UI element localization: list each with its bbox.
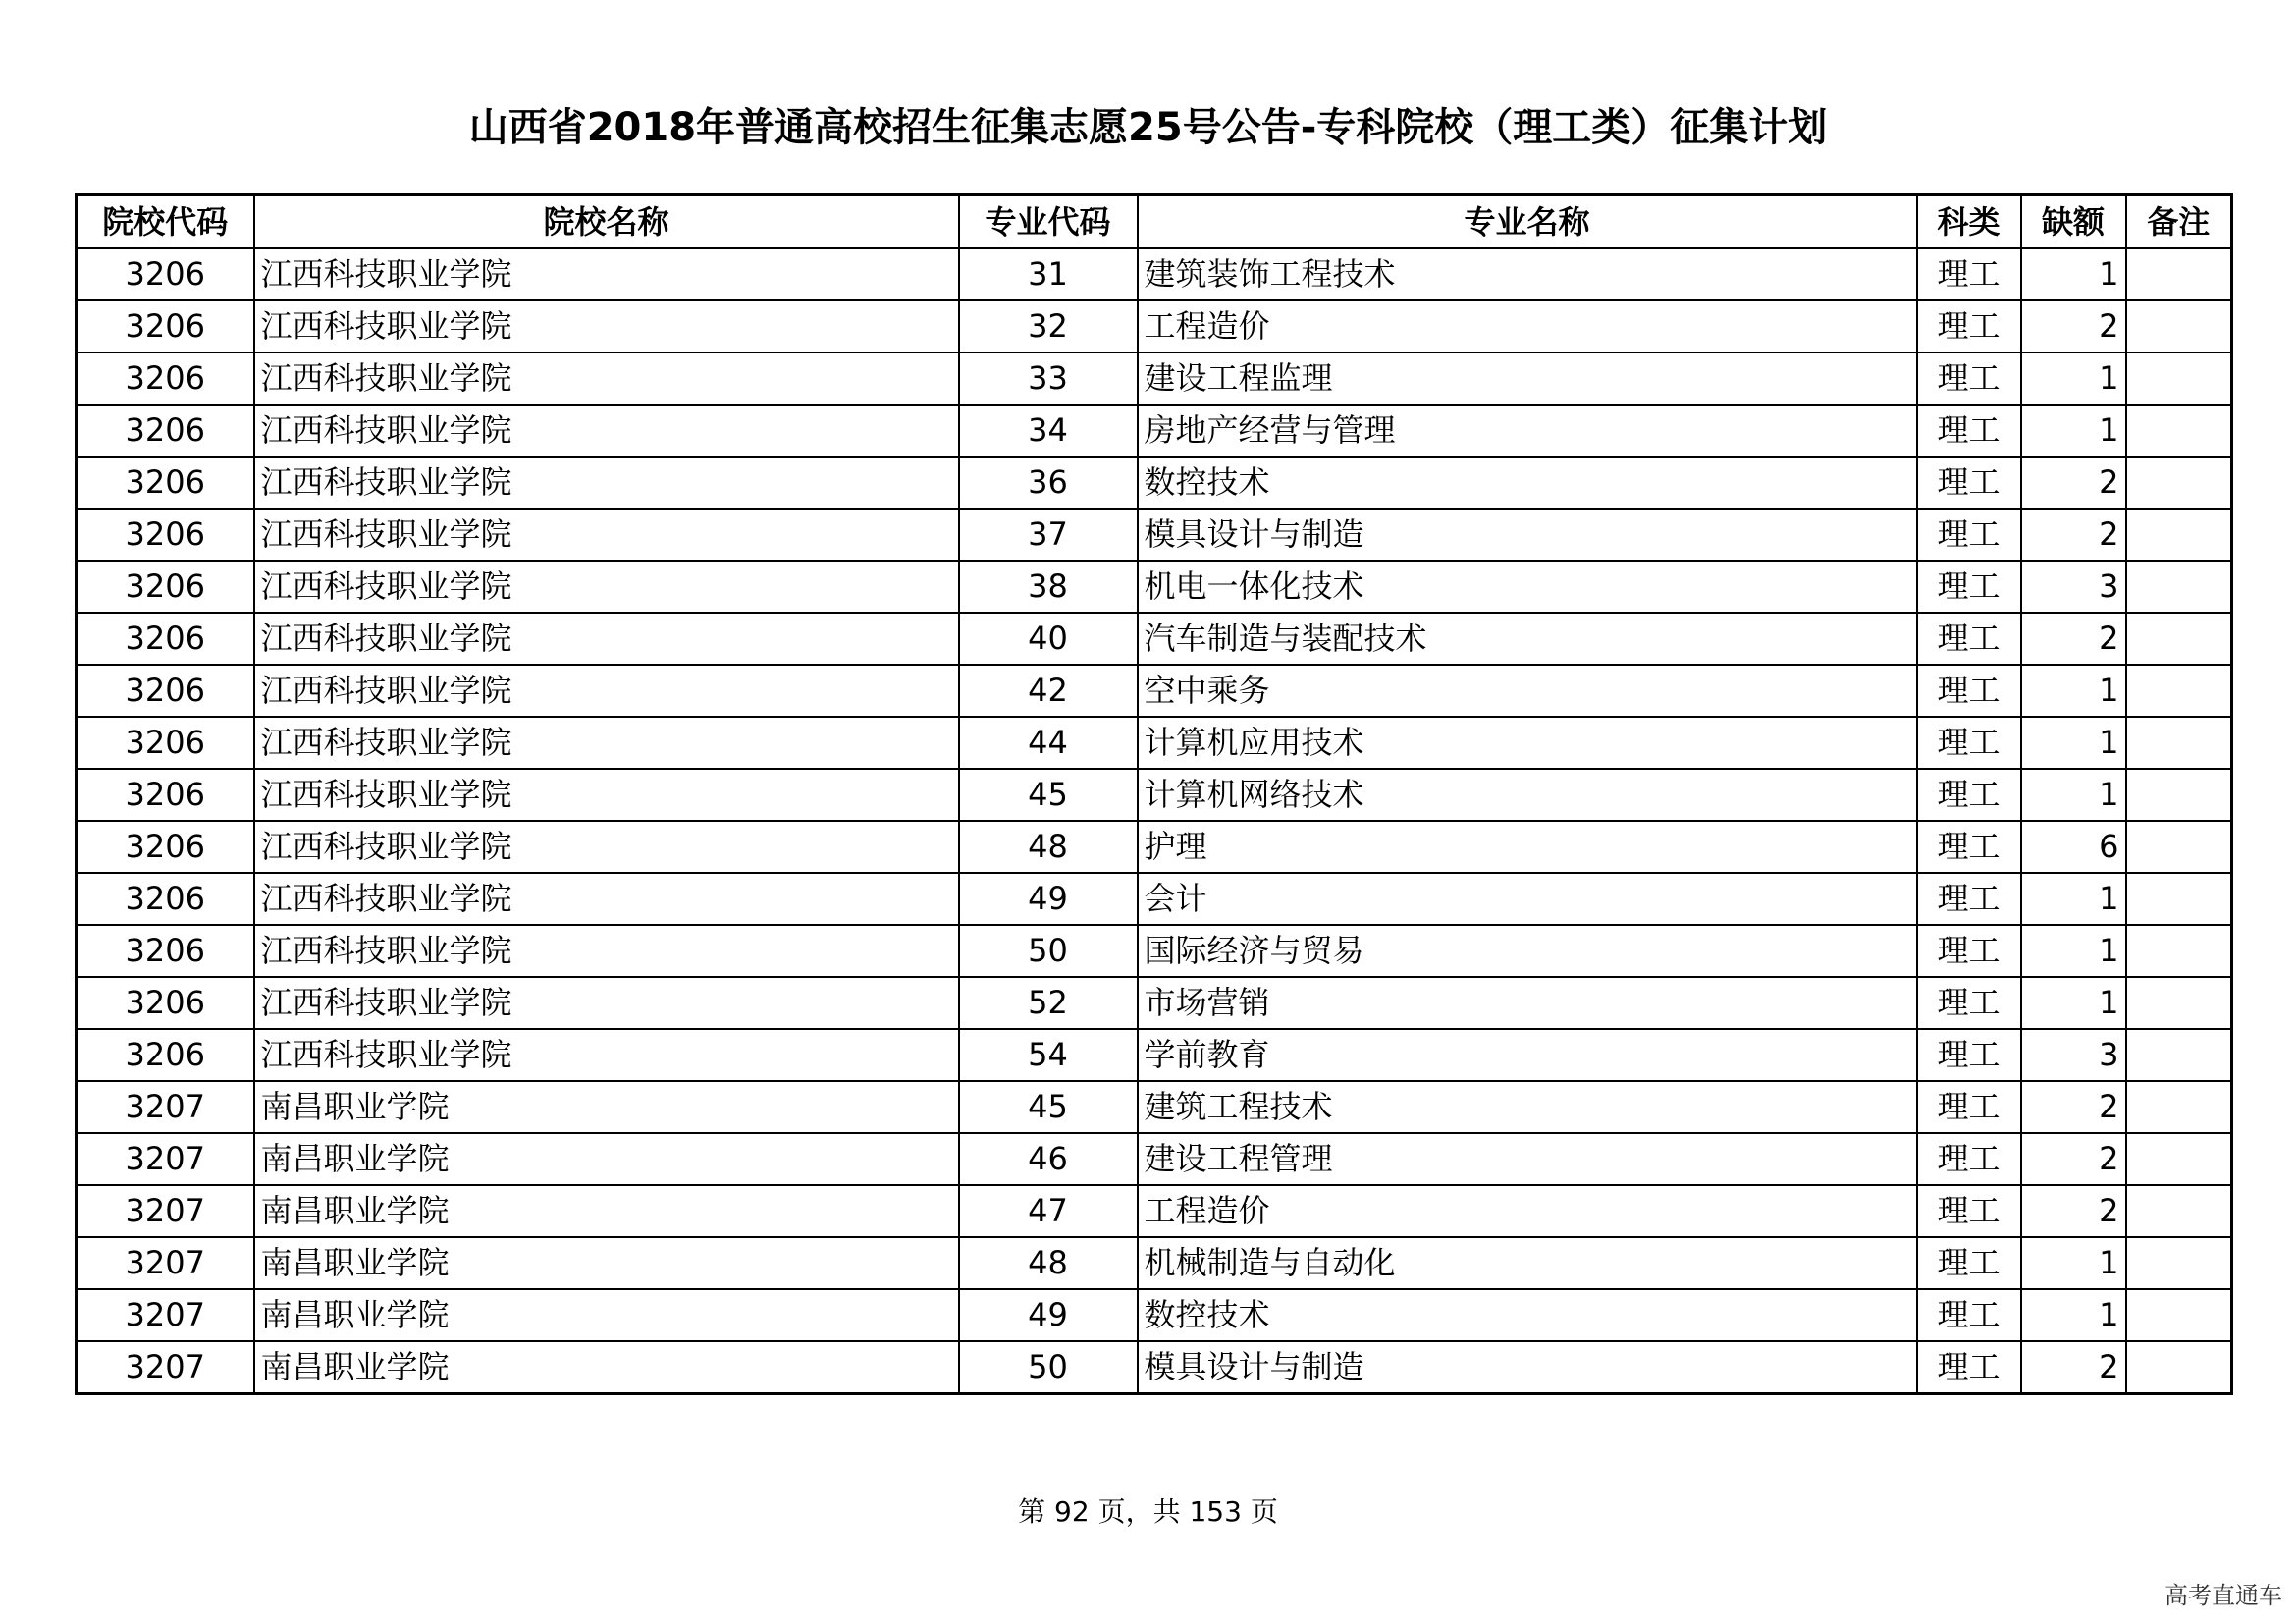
cell-school-name: 江西科技职业学院 [254, 248, 959, 300]
table-row [77, 352, 2232, 405]
cell-school-code: 3206 [77, 717, 254, 769]
cell-remarks [2126, 457, 2232, 509]
cell-category: 理工 [1917, 248, 2021, 300]
cell-vacancy: 3 [2021, 1029, 2126, 1081]
cell-major-name: 空中乘务 [1138, 665, 1917, 717]
cell-category: 理工 [1917, 561, 2021, 613]
cell-school-name: 江西科技职业学院 [254, 509, 959, 561]
table-header-row [77, 195, 2232, 249]
cell-remarks [2126, 1289, 2232, 1341]
cell-vacancy: 2 [2021, 613, 2126, 665]
cell-category: 理工 [1917, 1081, 2021, 1133]
table-row [77, 1289, 2232, 1341]
cell-major-code: 46 [959, 1133, 1138, 1185]
cell-major-code: 49 [959, 1289, 1138, 1341]
cell-category: 理工 [1917, 977, 2021, 1029]
cell-vacancy: 1 [2021, 1237, 2126, 1289]
cell-remarks [2126, 352, 2232, 405]
cell-remarks [2126, 665, 2232, 717]
cell-major-code: 48 [959, 1237, 1138, 1289]
table-row [77, 457, 2232, 509]
cell-category: 理工 [1917, 1185, 2021, 1237]
cell-school-name: 江西科技职业学院 [254, 561, 959, 613]
table-body [77, 248, 2232, 1394]
cell-school-name: 江西科技职业学院 [254, 717, 959, 769]
table-row [77, 925, 2232, 977]
cell-school-code: 3206 [77, 405, 254, 457]
table-row [77, 1029, 2232, 1081]
cell-major-name: 汽车制造与装配技术 [1138, 613, 1917, 665]
cell-major-name: 护理 [1138, 821, 1917, 873]
cell-school-code: 3206 [77, 300, 254, 352]
cell-category: 理工 [1917, 457, 2021, 509]
cell-school-name: 江西科技职业学院 [254, 977, 959, 1029]
cell-major-code: 38 [959, 561, 1138, 613]
header-major-code: 专业代码 [959, 195, 1138, 249]
cell-school-name: 江西科技职业学院 [254, 613, 959, 665]
table-row [77, 1133, 2232, 1185]
cell-category: 理工 [1917, 405, 2021, 457]
header-vacancy: 缺额 [2021, 195, 2126, 249]
table-row [77, 1081, 2232, 1133]
cell-category: 理工 [1917, 821, 2021, 873]
cell-school-code: 3207 [77, 1133, 254, 1185]
cell-major-name: 计算机网络技术 [1138, 769, 1917, 821]
cell-school-name: 江西科技职业学院 [254, 769, 959, 821]
cell-major-name: 数控技术 [1138, 1289, 1917, 1341]
cell-remarks [2126, 1133, 2232, 1185]
cell-school-name: 南昌职业学院 [254, 1289, 959, 1341]
cell-school-code: 3206 [77, 977, 254, 1029]
cell-major-name: 工程造价 [1138, 300, 1917, 352]
cell-vacancy: 1 [2021, 717, 2126, 769]
table-row [77, 405, 2232, 457]
table-row [77, 873, 2232, 925]
cell-remarks [2126, 925, 2232, 977]
cell-school-code: 3207 [77, 1341, 254, 1394]
cell-category: 理工 [1917, 1029, 2021, 1081]
cell-vacancy: 1 [2021, 977, 2126, 1029]
cell-major-name: 学前教育 [1138, 1029, 1917, 1081]
cell-school-code: 3207 [77, 1289, 254, 1341]
cell-vacancy: 2 [2021, 1185, 2126, 1237]
cell-remarks [2126, 977, 2232, 1029]
table-row [77, 717, 2232, 769]
cell-major-name: 建筑工程技术 [1138, 1081, 1917, 1133]
cell-major-code: 50 [959, 1341, 1138, 1394]
cell-major-code: 36 [959, 457, 1138, 509]
cell-major-name: 市场营销 [1138, 977, 1917, 1029]
cell-remarks [2126, 1081, 2232, 1133]
cell-category: 理工 [1917, 1289, 2021, 1341]
cell-remarks [2126, 1341, 2232, 1394]
cell-major-name: 模具设计与制造 [1138, 1341, 1917, 1394]
cell-category: 理工 [1917, 1133, 2021, 1185]
table-row [77, 977, 2232, 1029]
cell-vacancy: 1 [2021, 1289, 2126, 1341]
header-remarks: 备注 [2126, 195, 2232, 249]
page-title: 山西省2018年普通高校招生征集志愿25号公告-专科院校（理工类）征集计划 [468, 105, 1828, 150]
cell-vacancy: 3 [2021, 561, 2126, 613]
cell-school-name: 江西科技职业学院 [254, 405, 959, 457]
cell-major-name: 机械制造与自动化 [1138, 1237, 1917, 1289]
cell-category: 理工 [1917, 873, 2021, 925]
cell-major-code: 42 [959, 665, 1138, 717]
cell-school-code: 3206 [77, 873, 254, 925]
cell-category: 理工 [1917, 509, 2021, 561]
header-school-code: 院校代码 [77, 195, 254, 249]
watermark: 高考直通车 [2164, 1582, 2282, 1609]
cell-major-name: 数控技术 [1138, 457, 1917, 509]
cell-school-name: 江西科技职业学院 [254, 665, 959, 717]
table-row [77, 300, 2232, 352]
cell-school-name: 南昌职业学院 [254, 1133, 959, 1185]
cell-school-code: 3206 [77, 613, 254, 665]
cell-vacancy: 1 [2021, 352, 2126, 405]
cell-school-code: 3207 [77, 1237, 254, 1289]
cell-major-name: 计算机应用技术 [1138, 717, 1917, 769]
cell-vacancy: 2 [2021, 1081, 2126, 1133]
header-major-name: 专业名称 [1138, 195, 1917, 249]
cell-vacancy: 1 [2021, 925, 2126, 977]
cell-category: 理工 [1917, 352, 2021, 405]
cell-school-code: 3206 [77, 665, 254, 717]
cell-school-name: 江西科技职业学院 [254, 821, 959, 873]
cell-vacancy: 1 [2021, 769, 2126, 821]
cell-school-name: 江西科技职业学院 [254, 457, 959, 509]
cell-major-name: 工程造价 [1138, 1185, 1917, 1237]
cell-remarks [2126, 613, 2232, 665]
cell-major-code: 31 [959, 248, 1138, 300]
cell-major-code: 34 [959, 405, 1138, 457]
cell-school-code: 3206 [77, 1029, 254, 1081]
cell-school-name: 江西科技职业学院 [254, 1029, 959, 1081]
cell-major-code: 48 [959, 821, 1138, 873]
cell-major-name: 机电一体化技术 [1138, 561, 1917, 613]
table-row [77, 561, 2232, 613]
cell-vacancy: 1 [2021, 248, 2126, 300]
table-row [77, 1237, 2232, 1289]
cell-school-code: 3206 [77, 561, 254, 613]
table-row [77, 665, 2232, 717]
cell-major-code: 49 [959, 873, 1138, 925]
cell-category: 理工 [1917, 769, 2021, 821]
cell-school-name: 江西科技职业学院 [254, 873, 959, 925]
cell-vacancy: 2 [2021, 300, 2126, 352]
cell-remarks [2126, 717, 2232, 769]
cell-school-code: 3207 [77, 1081, 254, 1133]
cell-remarks [2126, 248, 2232, 300]
cell-vacancy: 2 [2021, 457, 2126, 509]
table-row [77, 1185, 2232, 1237]
header-school-name: 院校名称 [254, 195, 959, 249]
cell-school-name: 南昌职业学院 [254, 1185, 959, 1237]
cell-major-code: 52 [959, 977, 1138, 1029]
cell-category: 理工 [1917, 665, 2021, 717]
cell-vacancy: 1 [2021, 873, 2126, 925]
table-row [77, 248, 2232, 300]
cell-school-name: 南昌职业学院 [254, 1237, 959, 1289]
cell-vacancy: 1 [2021, 405, 2126, 457]
cell-category: 理工 [1917, 613, 2021, 665]
cell-remarks [2126, 821, 2232, 873]
cell-major-code: 54 [959, 1029, 1138, 1081]
cell-major-code: 45 [959, 769, 1138, 821]
table-row [77, 821, 2232, 873]
cell-major-code: 44 [959, 717, 1138, 769]
cell-remarks [2126, 509, 2232, 561]
cell-category: 理工 [1917, 300, 2021, 352]
cell-school-name: 南昌职业学院 [254, 1081, 959, 1133]
cell-category: 理工 [1917, 1237, 2021, 1289]
cell-major-name: 建设工程监理 [1138, 352, 1917, 405]
cell-major-code: 33 [959, 352, 1138, 405]
cell-school-name: 江西科技职业学院 [254, 352, 959, 405]
cell-major-name: 建筑装饰工程技术 [1138, 248, 1917, 300]
cell-school-code: 3206 [77, 509, 254, 561]
cell-school-code: 3207 [77, 1185, 254, 1237]
table-row [77, 1341, 2232, 1394]
cell-school-name: 江西科技职业学院 [254, 925, 959, 977]
cell-category: 理工 [1917, 925, 2021, 977]
cell-remarks [2126, 769, 2232, 821]
cell-vacancy: 2 [2021, 509, 2126, 561]
cell-major-name: 国际经济与贸易 [1138, 925, 1917, 977]
cell-vacancy: 2 [2021, 1133, 2126, 1185]
cell-school-name: 南昌职业学院 [254, 1341, 959, 1394]
cell-school-code: 3206 [77, 248, 254, 300]
cell-category: 理工 [1917, 717, 2021, 769]
cell-vacancy: 2 [2021, 1341, 2126, 1394]
cell-school-code: 3206 [77, 925, 254, 977]
cell-major-code: 47 [959, 1185, 1138, 1237]
cell-school-code: 3206 [77, 457, 254, 509]
cell-major-code: 50 [959, 925, 1138, 977]
cell-major-code: 40 [959, 613, 1138, 665]
cell-school-code: 3206 [77, 821, 254, 873]
cell-remarks [2126, 405, 2232, 457]
cell-major-name: 模具设计与制造 [1138, 509, 1917, 561]
cell-major-name: 建设工程管理 [1138, 1133, 1917, 1185]
cell-vacancy: 1 [2021, 665, 2126, 717]
cell-category: 理工 [1917, 1341, 2021, 1394]
cell-major-code: 45 [959, 1081, 1138, 1133]
header-category: 科类 [1917, 195, 2021, 249]
cell-school-code: 3206 [77, 352, 254, 405]
table-row [77, 769, 2232, 821]
cell-major-code: 37 [959, 509, 1138, 561]
enrollment-plan-table [75, 193, 2233, 1395]
cell-major-name: 会计 [1138, 873, 1917, 925]
cell-remarks [2126, 561, 2232, 613]
cell-remarks [2126, 1185, 2232, 1237]
table-row [77, 509, 2232, 561]
page-number: 第 92 页，共 153 页 [1018, 1495, 1278, 1528]
cell-school-code: 3206 [77, 769, 254, 821]
cell-remarks [2126, 1029, 2232, 1081]
cell-major-code: 32 [959, 300, 1138, 352]
cell-major-name: 房地产经营与管理 [1138, 405, 1917, 457]
cell-vacancy: 6 [2021, 821, 2126, 873]
cell-school-name: 江西科技职业学院 [254, 300, 959, 352]
table-row [77, 613, 2232, 665]
cell-remarks [2126, 300, 2232, 352]
cell-remarks [2126, 1237, 2232, 1289]
cell-remarks [2126, 873, 2232, 925]
